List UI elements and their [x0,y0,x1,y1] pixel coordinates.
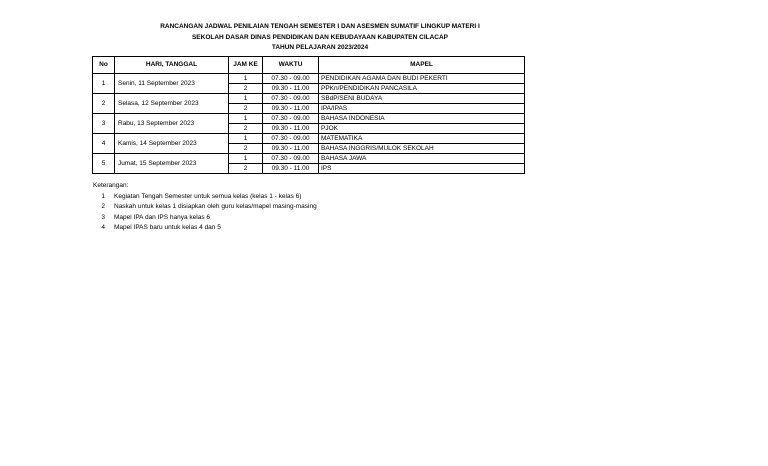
row-jam: 1 [229,94,263,104]
notes-section [93,181,317,234]
row-waktu: 09.30 - 11.00 [263,124,319,134]
header-title-line-1: RANCANGAN JADWAL PENILAIAN TENGAH SEMESTER I DAN ASESMEN SUMATIF LINGKUP MATERI I [160,23,480,30]
row-waktu: 09.30 - 11.00 [263,144,319,154]
note-number: 3 [101,213,105,221]
row-mapel: PENDIDIKAN AGAMA DAN BUDI PEKERTI [319,74,525,84]
row-date: Kamis, 14 September 2023 [115,134,229,154]
row-jam: 1 [229,154,263,164]
row-waktu: 09.30 - 11.00 [263,164,319,174]
row-waktu: 07.30 - 09.00 [263,74,319,84]
list-item [93,192,317,203]
row-jam: 2 [229,104,263,114]
table-row [93,94,525,104]
table-row [93,74,525,84]
row-mapel: MATEMATIKA [319,134,525,144]
row-jam: 1 [229,134,263,144]
row-mapel: BAHASA INDONESIA [319,114,525,124]
document-header [80,22,560,54]
row-jam: 1 [229,114,263,124]
row-mapel: IPA/IPAS [319,104,525,114]
row-waktu: 07.30 - 09.00 [263,94,319,104]
row-date: Senin, 11 September 2023 [115,74,229,94]
list-item [93,213,317,224]
table-row [93,134,525,144]
column-header-no: No [93,57,115,74]
row-date: Jumat, 15 September 2023 [115,154,229,174]
row-mapel: SBdP/SENI BUDAYA [319,94,525,104]
row-jam: 2 [229,124,263,134]
row-number: 5 [93,154,115,174]
row-mapel: BAHASA JAWA [319,154,525,164]
notes-label: Keterangan: [93,182,129,189]
header-title-line-3: TAHUN PELAJARAN 2023/2024 [271,44,369,51]
note-number: 2 [101,203,105,210]
schedule-table [92,56,525,174]
row-date: Selasa, 12 September 2023 [115,94,229,114]
table-body [93,74,525,174]
row-mapel: PPKn/PENDIDIKAN PANCASILA [319,84,525,94]
row-waktu: 09.30 - 11.00 [263,104,319,114]
note-number: 1 [101,192,105,200]
note-text: Kegiatan Tengah Semester untuk semua kelas (kelas 1 - kelas 6) [114,192,302,200]
row-number: 2 [93,94,115,114]
note-text: Mapel IPAS baru untuk kelas 4 dan 5 [114,224,221,231]
row-number: 3 [93,114,115,134]
row-waktu: 07.30 - 09.00 [263,134,319,144]
header-title-line-2: SEKOLAH DASAR DINAS PENDIDIKAN DAN KEBUDAYAAN KABUPATEN CILACAP [191,33,449,41]
column-header-waktu: WAKTU [263,57,319,74]
row-jam: 2 [229,84,263,94]
row-number: 1 [93,74,115,94]
row-number: 4 [93,134,115,154]
row-date: Rabu, 13 September 2023 [115,114,229,134]
table-row [93,114,525,124]
row-mapel: IPS [319,164,525,174]
row-jam: 1 [229,74,263,84]
row-waktu: 09.30 - 11.00 [263,84,319,94]
note-text: Mapel IPA dan IPS hanya kelas 6 [114,213,210,221]
note-text: Naskah untuk kelas 1 disiapkan oleh guru kelas/mapel masing-masing [114,203,317,210]
row-waktu: 07.30 - 09.00 [263,114,319,124]
row-waktu: 07.30 - 09.00 [263,154,319,164]
row-mapel: BAHASA INGGRIS/MULOK SEKOLAH [319,144,525,154]
column-header-jam: JAM KE [229,57,263,74]
table-row [93,154,525,164]
column-header-mapel: MAPEL [319,57,525,74]
column-header-date: HARI, TANGGAL [115,57,229,74]
row-mapel: PJOK [319,124,525,134]
note-number: 4 [101,224,105,231]
table-header-row [93,57,525,74]
list-item [93,202,317,213]
row-jam: 2 [229,144,263,154]
row-jam: 2 [229,164,263,174]
list-item [93,223,317,234]
